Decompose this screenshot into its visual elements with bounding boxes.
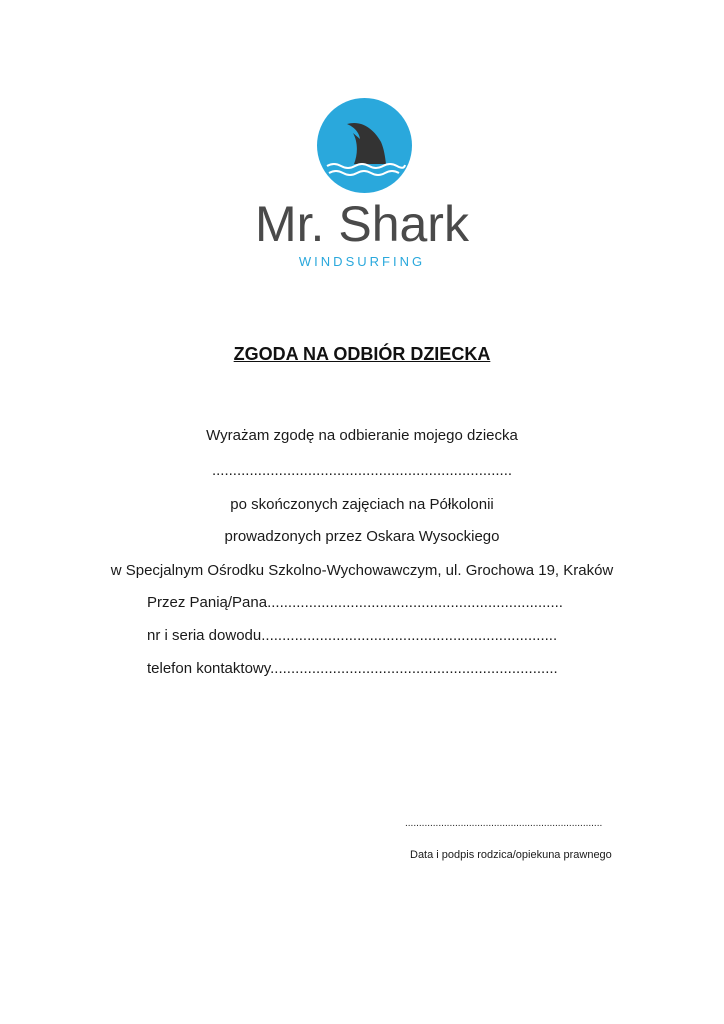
brand-name: Mr. Shark: [255, 196, 469, 252]
consent-line: w Specjalnym Ośrodku Szkolno-Wychowawczym, ul. Grochowa 19, Kraków: [110, 562, 614, 579]
document-title: ZGODA NA ODBIÓR DZIECKA: [233, 344, 491, 364]
field-blank: .......................................................................: [267, 594, 563, 611]
field-label: Przez Panią/Pana: [147, 594, 268, 611]
child-name-blank: ........................................................................: [211, 462, 513, 479]
signature-blank: .......................................................................: [405, 818, 603, 829]
field-phone: [147, 659, 558, 679]
field-label: nr i seria dowodu: [147, 627, 262, 644]
field-person: [147, 593, 563, 613]
brand-tagline: WINDSURFING: [298, 254, 426, 269]
consent-line: Wyrażam zgodę na odbieranie mojego dziecka: [206, 427, 518, 444]
field-blank: .....................................................................: [270, 660, 558, 677]
field-label: telefon kontaktowy: [147, 660, 271, 677]
field-id-number: [147, 626, 557, 646]
field-blank: .......................................................................: [261, 627, 558, 644]
signature-caption: Data i podpis rodzica/opiekuna prawnego: [410, 849, 612, 861]
shark-fin-icon: [317, 98, 412, 193]
consent-line: prowadzonych przez Oskara Wysockiego: [224, 528, 500, 545]
consent-line: po skończonych zajęciach na Półkolonii: [230, 496, 494, 513]
